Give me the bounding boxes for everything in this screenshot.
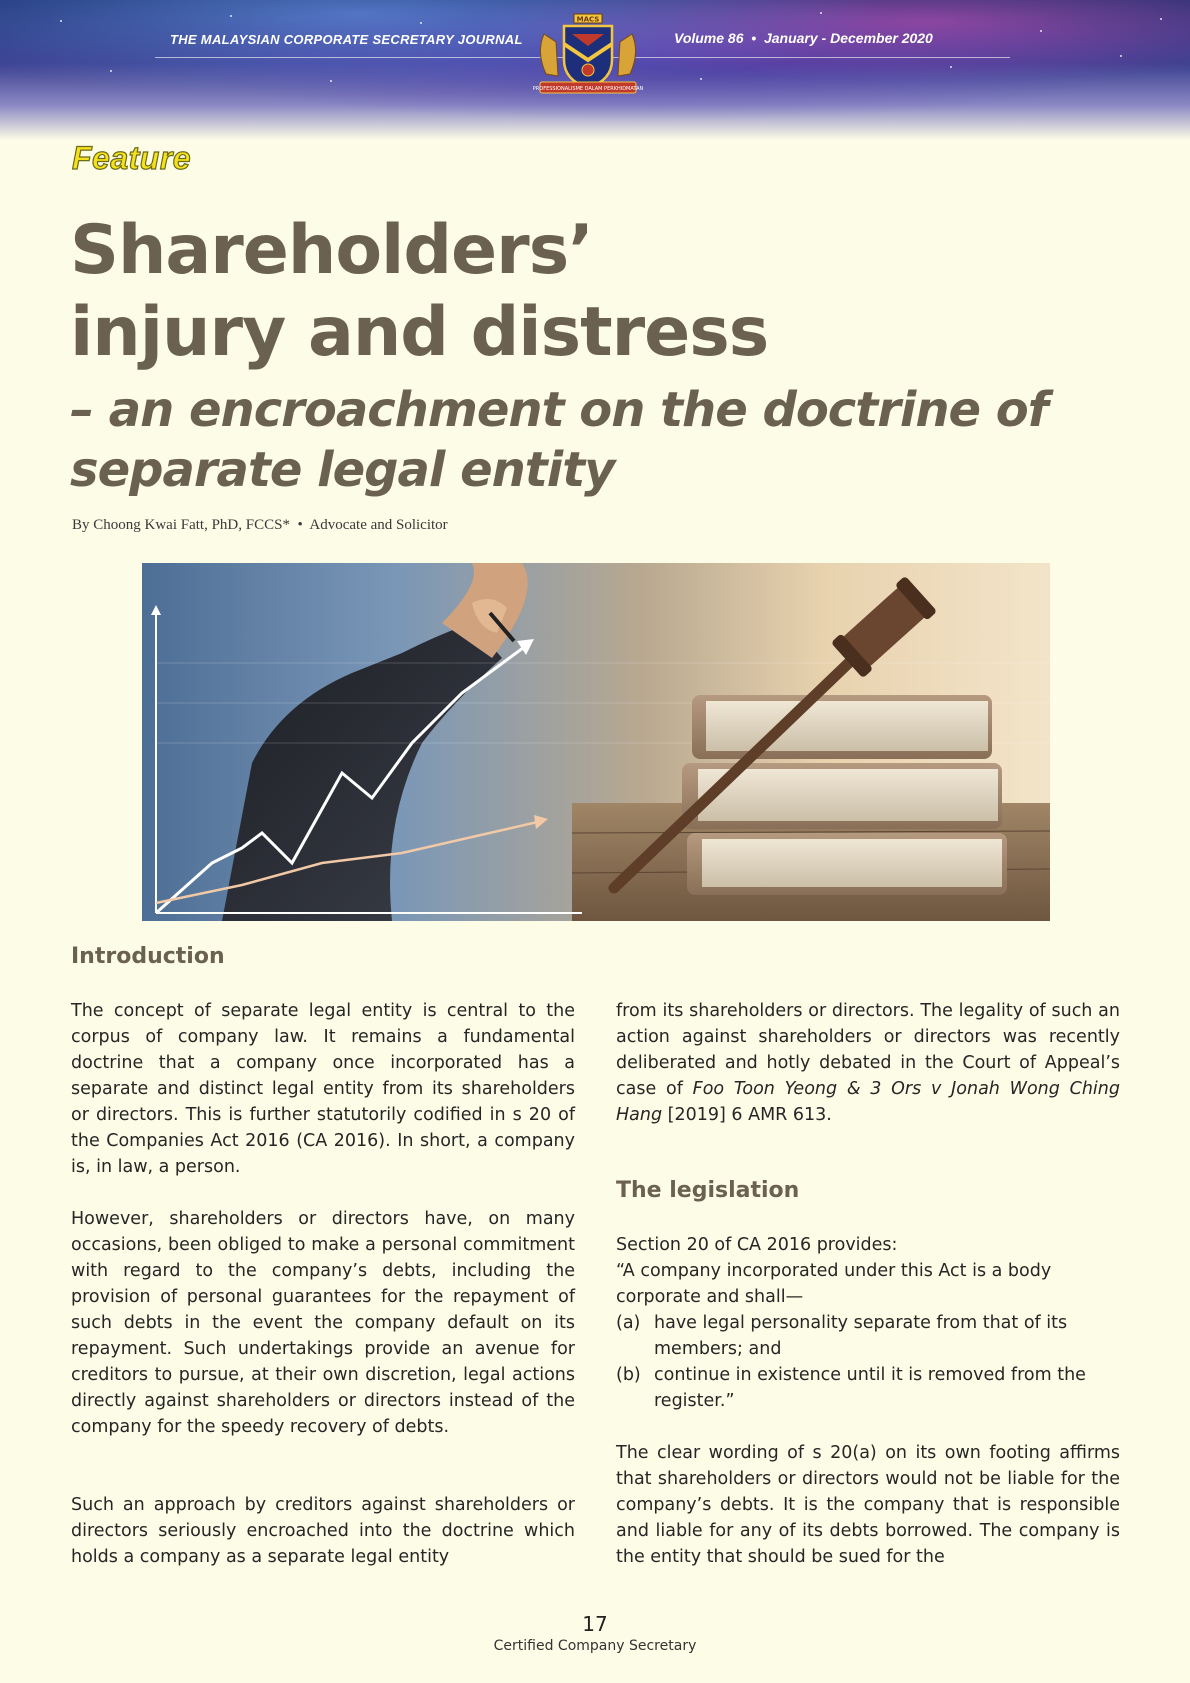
p4-end: [2019] 6 AMR 613. [662, 1105, 832, 1125]
legislation-quote-open: “A company incorporated under this Act is a body corporate and shall— [616, 1261, 1052, 1307]
institute-crest-icon [530, 12, 646, 100]
page-number: 17 [582, 1612, 608, 1636]
article-title [70, 210, 768, 374]
legislation-heading: The legislation [616, 1178, 800, 1203]
subtitle-line-1: – an encroachment on the doctrine of [70, 382, 1048, 438]
introduction-heading: Introduction [71, 944, 225, 969]
intro-paragraph-4 [616, 998, 1120, 1128]
intro-paragraph-3: Such an approach by creditors against shareholders or directors seriously encroached into the doctrine which holds a company as a separate legal entity [71, 1495, 575, 1567]
title-line-2: injury and distress [70, 293, 769, 372]
publication-name: Certified Company Secretary [493, 1638, 697, 1654]
legislation-item-b [616, 1362, 1120, 1414]
case-citation-name: Foo Toon Yeong & 3 Ors v Jonah Wong Ching Hang [616, 1079, 1120, 1125]
gavel-and-chart-illustration [142, 563, 1050, 921]
item-b-text: continue in existence until it is removed from the register.” [654, 1365, 1086, 1411]
item-a-text: have legal personality separate from that of its members; and [654, 1313, 1068, 1359]
volume-info: Volume 86 • January - December 2020 [674, 30, 933, 46]
journal-title: THE MALAYSIAN CORPORATE SECRETARY JOURNAL [170, 32, 523, 47]
legislation-paragraph: The clear wording of s 20(a) on its own footing affirms that shareholders or directors would not be liable for the company’s debts. It is the company that is responsible and liable for any of its debts borrowed. The company is the entity that should be sued for the [616, 1443, 1120, 1567]
legislation-item-a [616, 1310, 1120, 1362]
intro-paragraph-2: However, shareholders or directors have, on many occasions, been obliged to make a personal commitment with regard to the company’s debts, including the provision of personal guarantees for the repayment of such debts in the event the company default on its repayment. Such undertakings provide an avenue for creditors to pursue, at their own discretion, legal actions directly against shareholders or directors instead of the company for the speedy recovery of debts. [71, 1209, 575, 1437]
title-line-1: Shareholders’ [70, 211, 593, 290]
subtitle-line-2: separate legal entity [70, 442, 615, 498]
legislation-intro: Section 20 of CA 2016 provides: [616, 1235, 898, 1255]
header-banner [0, 0, 1190, 140]
item-a-marker: (a) [616, 1313, 641, 1333]
hero-image [142, 563, 1050, 921]
article-subtitle [70, 380, 1048, 500]
p4-start: from its shareholders or directors. The legality of such an action against shareholders or directors was recently deliberated and hotly debated in the Court of Appeal’s case of [616, 1001, 1120, 1099]
crest-top-text: MACS [576, 15, 600, 24]
section-label: Feature [72, 140, 192, 176]
crest-motto: PROFESSIONALISME DALAM PERKHIDMATAN [532, 86, 644, 92]
item-b-marker: (b) [616, 1365, 641, 1385]
intro-paragraph-1: The concept of separate legal entity is central to the corpus of company law. It remains a fundamental doctrine that a company once incorporated has a separate and distinct legal entity from its shareholders or directors. This is further statutorily codified in s 20 of the Companies Act 2016 (CA 2016). In short, a company is, in law, a person. [71, 1001, 575, 1177]
author-byline: By Choong Kwai Fatt, PhD, FCCS* • Advocate and Solicitor [72, 517, 448, 533]
